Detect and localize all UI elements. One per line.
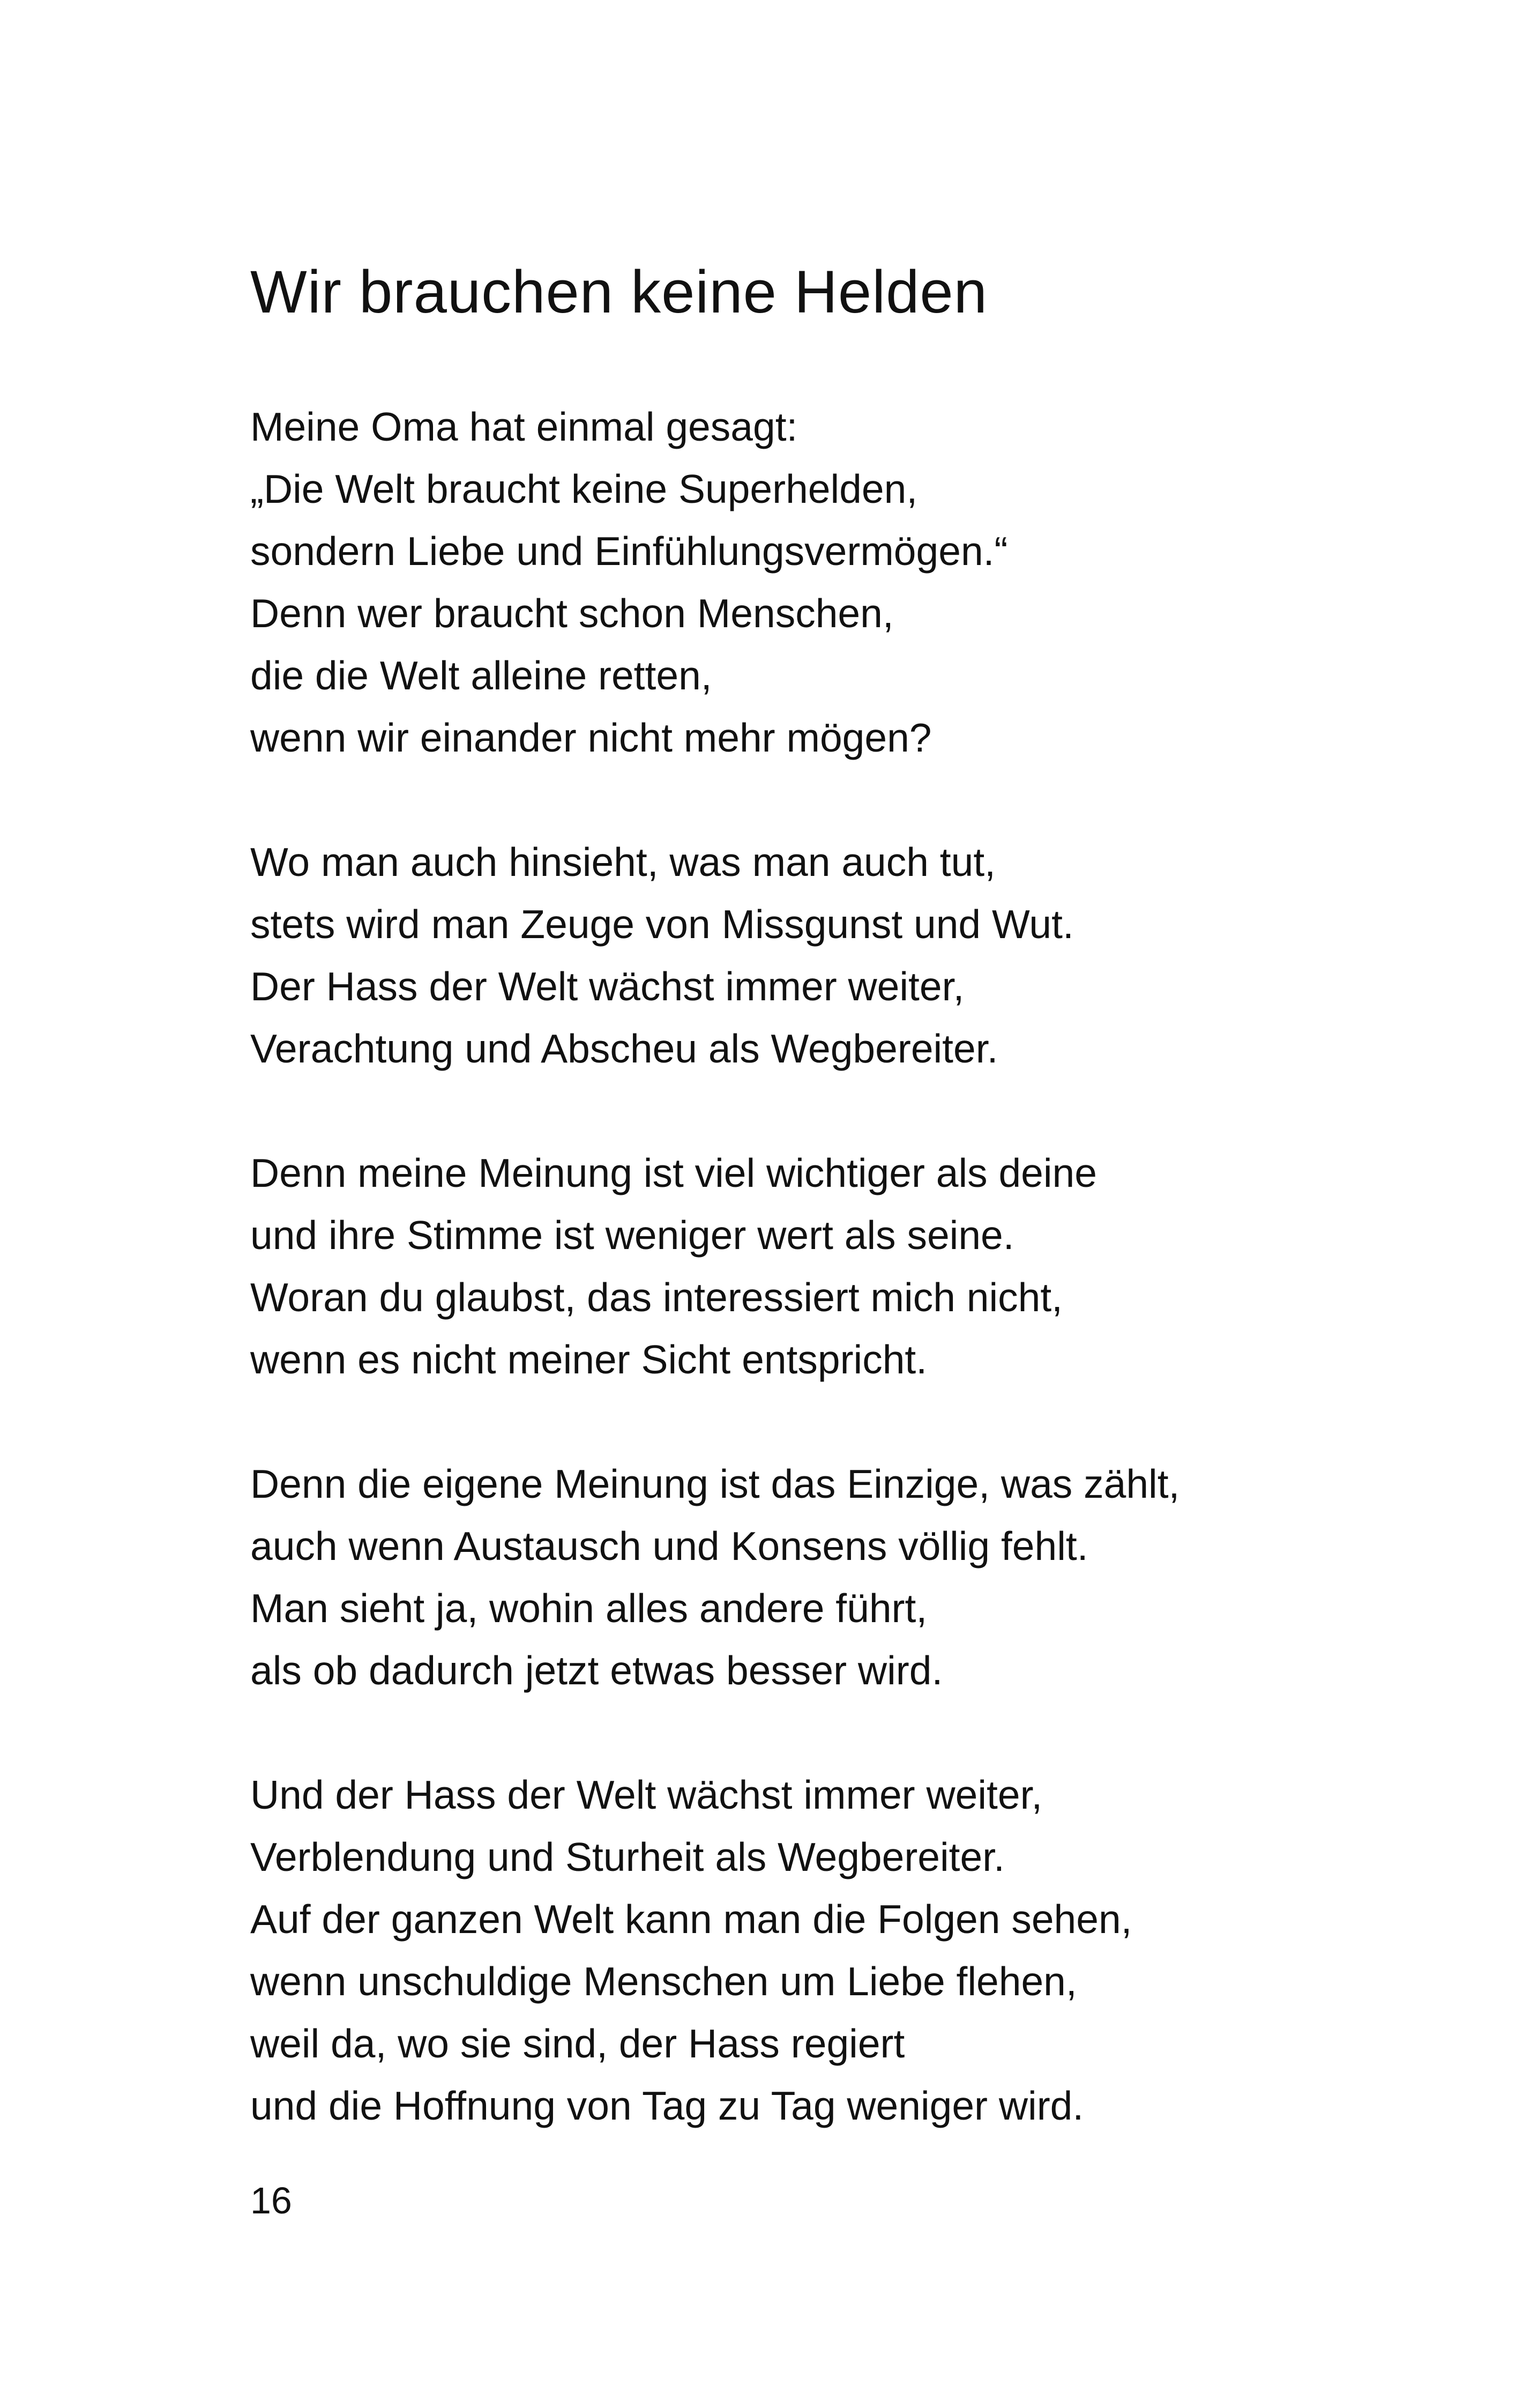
- poem-line: Denn meine Meinung ist viel wichtiger als deine: [250, 1150, 1097, 1195]
- poem-line: auch wenn Austausch und Konsens völlig fehlt.: [250, 1523, 1088, 1569]
- stanza-5: [250, 1764, 1429, 2137]
- poem-line: „Die Welt braucht keine Superhelden,: [250, 466, 918, 511]
- poem-line: wenn wir einander nicht mehr mögen?: [250, 715, 932, 760]
- poem-line: Denn wer braucht schon Menschen,: [250, 591, 894, 636]
- poem-line: Der Hass der Welt wächst immer weiter,: [250, 964, 965, 1009]
- poem-body: [250, 396, 1429, 2199]
- poem-line: weil da, wo sie sind, der Hass regiert: [250, 2021, 905, 2066]
- poem-line: und die Hoffnung von Tag zu Tag weniger wird.: [250, 2083, 1084, 2128]
- poem-line: Man sieht ja, wohin alles andere führt,: [250, 1586, 928, 1631]
- stanza-2: [250, 831, 1429, 1080]
- stanza-4: [250, 1453, 1429, 1701]
- stanza-1: [250, 396, 1429, 769]
- poem-line: die die Welt alleine retten,: [250, 653, 712, 698]
- poem-line: Denn die eigene Meinung ist das Einzige, was zählt,: [250, 1461, 1180, 1506]
- poem-line: Meine Oma hat einmal gesagt:: [250, 404, 798, 449]
- poem-line: Auf der ganzen Welt kann man die Folgen sehen,: [250, 1897, 1132, 1942]
- poem-line: als ob dadurch jetzt etwas besser wird.: [250, 1648, 943, 1693]
- page-number: 16: [250, 2180, 292, 2221]
- poem-line: sondern Liebe und Einfühlungsvermögen.“: [250, 529, 1008, 574]
- poem-line: und ihre Stimme ist weniger wert als seine.: [250, 1213, 1014, 1258]
- poem-line: wenn unschuldige Menschen um Liebe flehen,: [250, 1959, 1077, 2004]
- poem-line: Wo man auch hinsieht, was man auch tut,: [250, 839, 996, 885]
- poem-line: stets wird man Zeuge von Missgunst und Wut.: [250, 902, 1074, 947]
- stanza-3: [250, 1142, 1429, 1391]
- poem-title: Wir brauchen keine Helden: [250, 258, 988, 325]
- poem-line: wenn es nicht meiner Sicht entspricht.: [250, 1337, 928, 1382]
- poem-line: Und der Hass der Welt wächst immer weiter,: [250, 1772, 1043, 1817]
- poem-line: Verachtung und Abscheu als Wegbereiter.: [250, 1026, 998, 1071]
- poem-line: Verblendung und Sturheit als Wegbereiter.: [250, 1834, 1005, 1879]
- poem-line: Woran du glaubst, das interessiert mich nicht,: [250, 1275, 1063, 1320]
